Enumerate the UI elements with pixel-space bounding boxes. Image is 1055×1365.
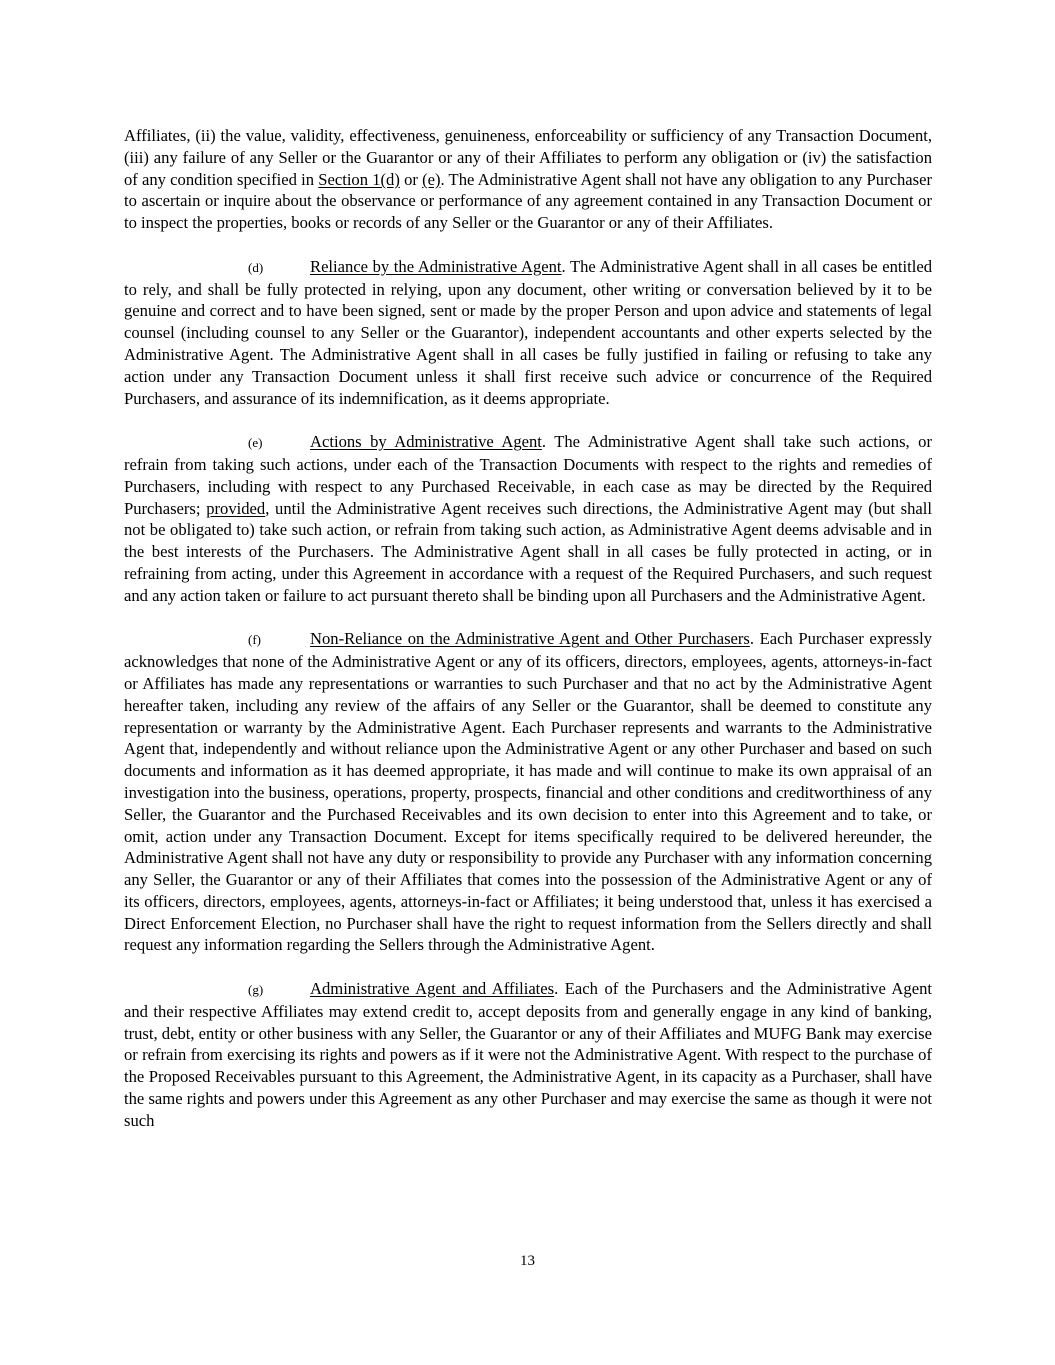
paragraph-label: (g) [248,982,264,998]
paragraph-heading: Administrative Agent and Affiliates [310,979,555,999]
paragraph-text: . The Administrative Agent shall take such actions, or refrain from taking such actions, under each of the Transaction Documents with respect to the rights and remedies of Purchasers, including with respect to any Purchased Receivable, in each case as may be directed by the Required Purchasers; [124,432,933,518]
paragraph-e [124,431,932,606]
provided-term: provided [206,498,266,518]
paragraph-c-continued [124,125,932,234]
section-reference: Section 1(d) [318,169,400,189]
paragraph-text: . The Administrative Agent shall in all cases be entitled to rely, and shall be fully protected in relying, upon any document, other writing or conversation believed by it to be genuine and correct and to have been signed, sent or made by the proper Person and upon advice and statements of legal counsel (including counsel to any Seller or the Guarantor), independent accountants and other experts selected by the Administrative Agent. The Administrative Agent shall in all cases be fully justified in failing or refusing to take any action under any Transaction Document unless it shall first receive such advice or concurrence of the Required Purchasers, and assurance of its indemnification, as it deems appropriate. [124,256,932,408]
paragraph-text: . The Administrative Agent shall not have any obligation to any Purchaser to ascertain or inquire about the observance or performance of any agreement contained in any Transaction Document or to inspect the properties, books or records of any Seller or the Guarantor or any of their Affiliates. [124,169,932,233]
paragraph-g [124,978,932,1132]
paragraph-text: , until the Administrative Agent receives such directions, the Administrative Agent may (but shall not be obligated to) take such action, or refrain from taking such action, as Administrative Agent deems advisable and in the best interests of the Purchasers. The Administrative Agent shall in all cases be fully protected in acting, or in refraining from acting, under this Agreement in accordance with a request of the Required Purchasers, and such request and any action taken or failure to act pursuant thereto shall be binding upon all Purchasers and the Administrative Agent. [124,498,932,605]
paragraph-text: . Each of the Purchasers and the Administrative Agent and their respective Affiliates may extend credit to, accept deposits from and generally engage in any kind of banking, trust, debt, entity or other business with any Seller, the Guarantor or any of their Affiliates and MUFG Bank may exercise or refrain from exercising its rights and powers as if it were not the Administrative Agent. With respect to the purchase of the Proposed Receivables pursuant to this Agreement, the Administrative Agent, in its capacity as a Purchaser, shall have the same rights and powers under this Agreement as any other Purchaser and may exercise the same as though it were not such [124,979,932,1130]
paragraph-text: Affiliates, (ii) the value, validity, effectiveness, genuineness, enforceability or sufficiency of any Transaction Document, (iii) any failure of any Seller or the Guarantor or any of their Affiliates to perform any obligation or (iv) the satisfaction of any condition specified in [124,126,932,189]
page-number: 13 [520,1253,535,1269]
paragraph-heading: Reliance by the Administrative Agent [310,256,562,276]
paragraph-d [124,256,932,410]
section-reference: (e) [422,169,441,189]
paragraph-heading: Actions by Administrative Agent [310,432,542,452]
paragraph-f [124,628,932,956]
document-page [124,125,932,1153]
paragraph-text: . Each Purchaser expressly acknowledges that none of the Administrative Agent or any of its officers, directors, employees, agents, attorneys-in-fact or Affiliates has made any representations or warranties to such Purchaser and that no act by the Administrative Agent hereafter taken, including any review of the affairs of any Seller or the Guarantor, shall be deemed to constitute any representation or warranty by the Administrative Agent. Each Purchaser represents and warrants to the Administrative Agent that, independently and without reliance upon the Administrative Agent or any other Purchaser and based on such documents and information as it has deemed appropriate, it has made and will continue to make its own appraisal of an investigation into the business, operations, property, prospects, financial and other conditions and creditworthiness of any Seller, the Guarantor and the Purchased Receivables and its own decision to enter into this Agreement and to take, or omit, action under any Transaction Document. Except for items specifically required to be delivered hereunder, the Administrative Agent shall not have any duty or responsibility to provide any Purchaser with any information concerning any Seller, the Guarantor or any of their Affiliates that comes into the possession of the Administrative Agent or any of its officers, directors, employees, agents, attorneys-in-fact or Affiliates; it being understood that, unless it has exercised a Direct Enforcement Election, no Purchaser shall have the right to request information from the Sellers directly and shall request any information regarding the Sellers through the Administrative Agent. [124,629,933,955]
paragraph-text: or [399,169,423,189]
paragraph-label: (e) [248,435,263,451]
paragraph-label: (d) [248,259,264,275]
paragraph-heading: Non-Reliance on the Administrative Agent and Other Purchasers [310,629,750,649]
paragraph-label: (f) [248,632,261,648]
